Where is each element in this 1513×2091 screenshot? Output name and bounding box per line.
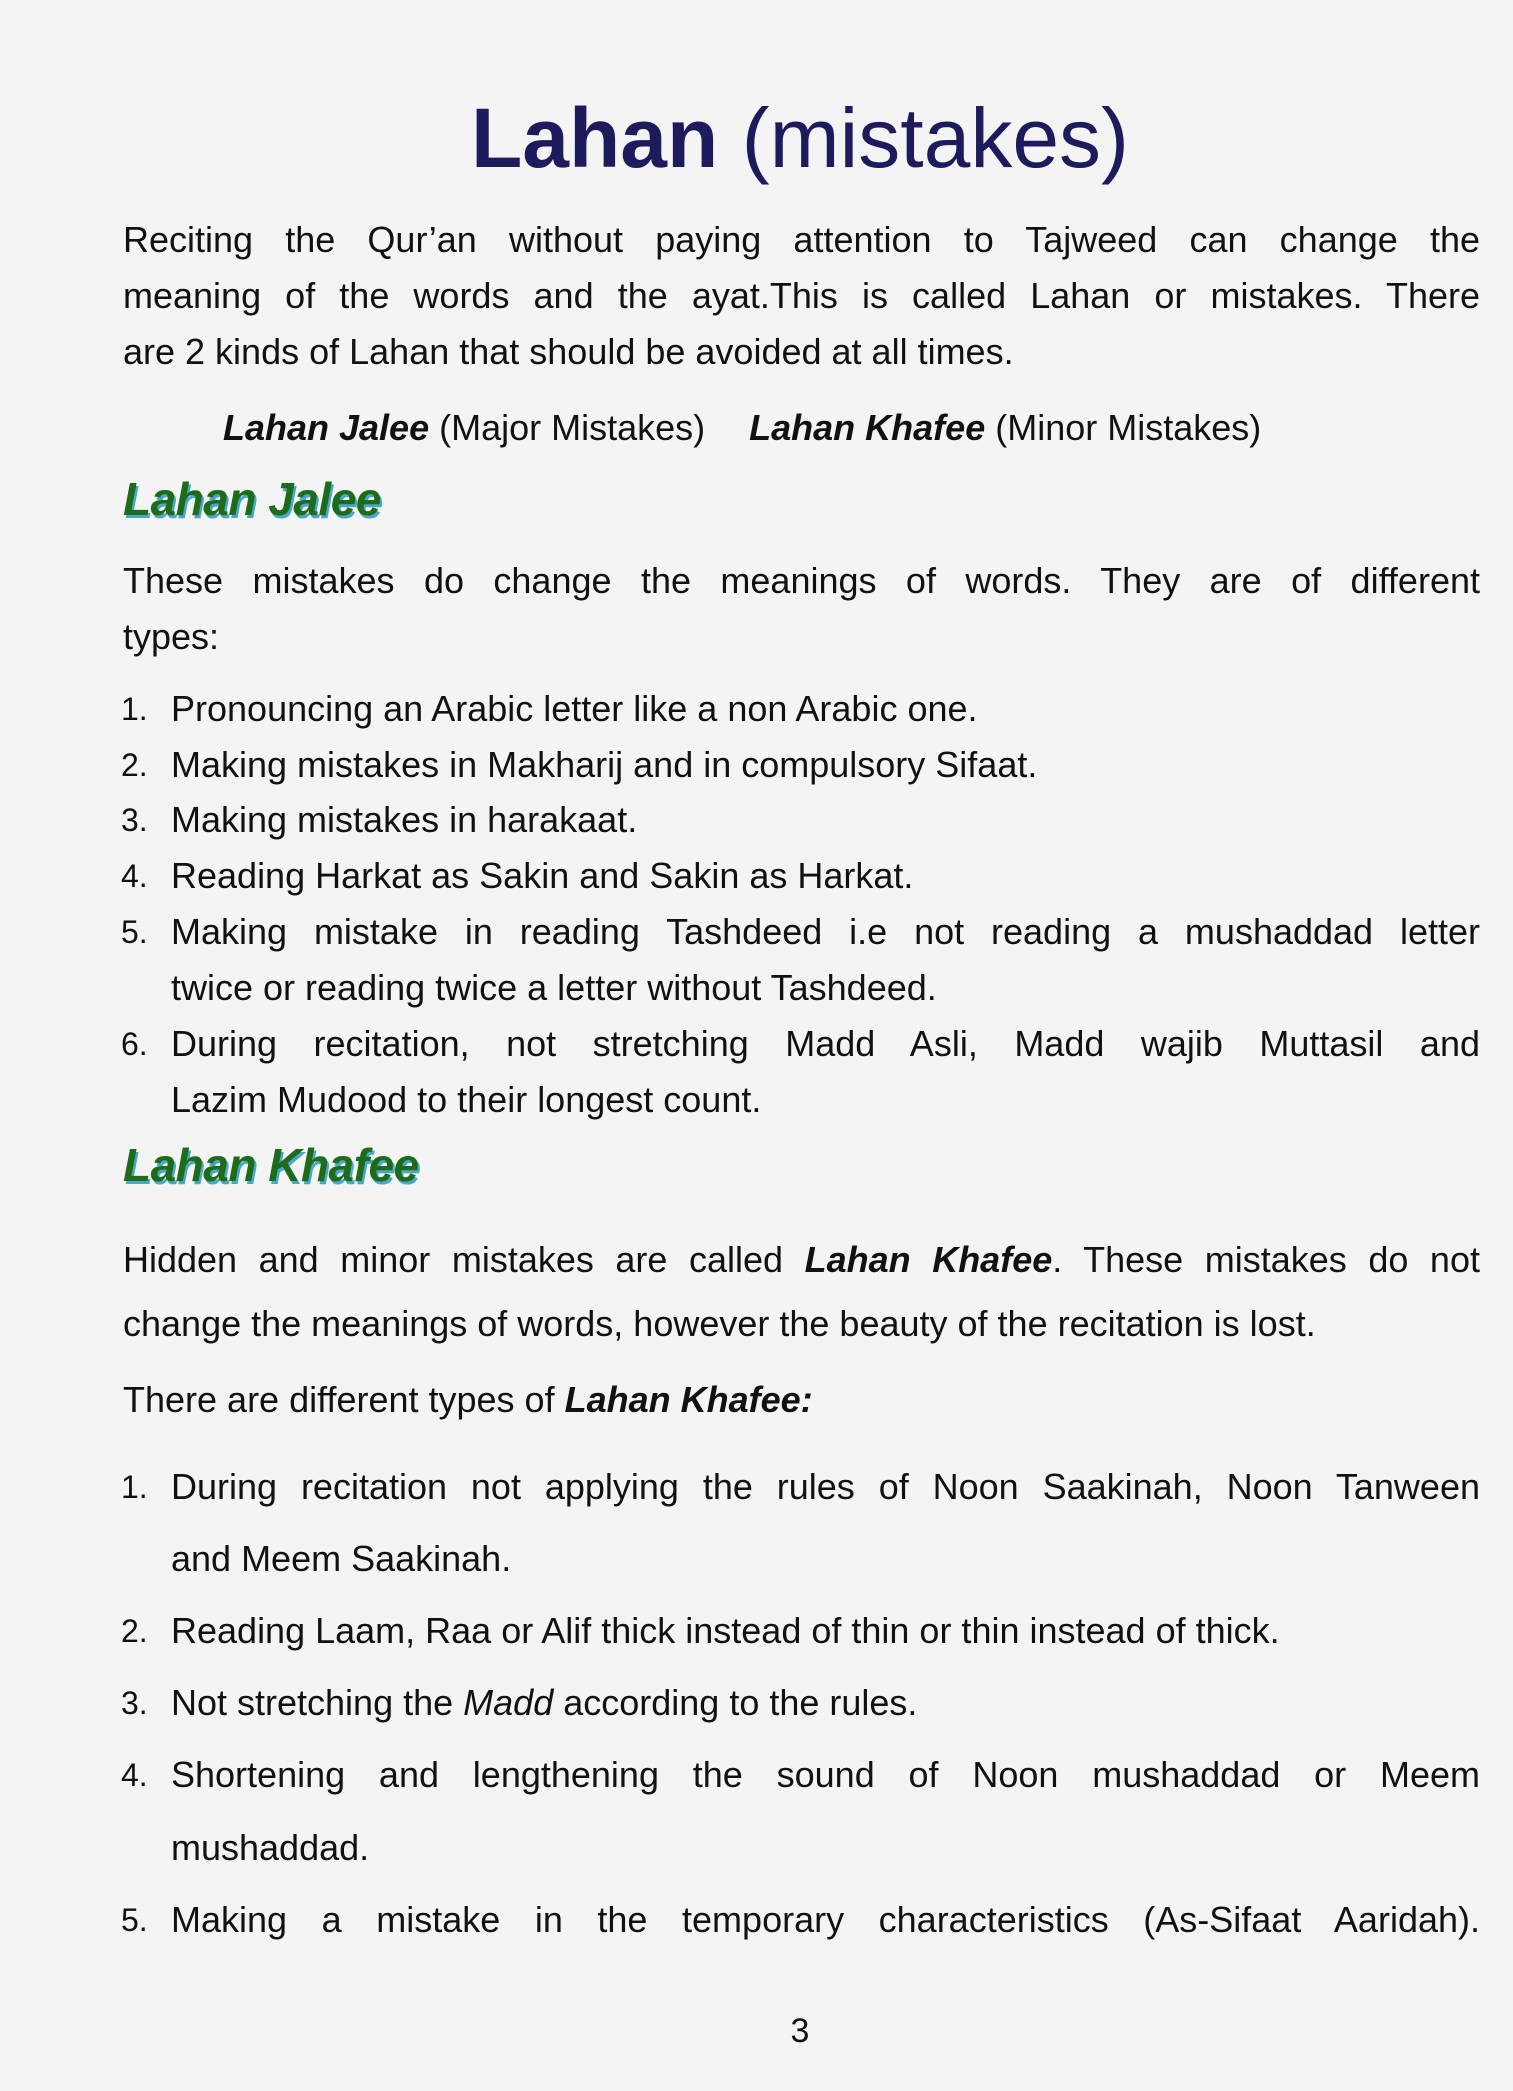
intro-line: meaning of the words and the ayat.This is called Lahan or mistakes. There xyxy=(123,275,1480,316)
text: according to the rules. xyxy=(553,1682,918,1723)
kind-jalee-desc: (Major Mistakes) xyxy=(439,407,706,448)
text: Hidden and minor mistakes are called xyxy=(123,1239,805,1280)
list-number: 3. xyxy=(121,802,148,838)
list-number: 1. xyxy=(121,691,148,727)
list-item: Making mistakes in harakaat. xyxy=(171,799,638,840)
kind-khafee: Lahan Khafee xyxy=(749,407,986,448)
list-number: 1. xyxy=(121,1469,148,1505)
list-item: Making a mistake in the temporary characteristics (As-Sifaat Aaridah). xyxy=(171,1899,1480,1940)
list-item: Reading Harkat as Sakin and Sakin as Harkat. xyxy=(171,855,914,896)
list-number: 3. xyxy=(121,1685,148,1721)
list-item-cont: Lazim Mudood to their longest count. xyxy=(171,1079,762,1120)
list-number: 2. xyxy=(121,747,148,783)
list-item: During recitation not applying the rules of Noon Saakinah, Noon Tanween xyxy=(171,1466,1480,1507)
list-item: Making mistake in reading Tashdeed i.e not reading a mushaddad letter xyxy=(171,911,1480,952)
emphasis: Madd xyxy=(463,1682,554,1723)
list-number: 6. xyxy=(121,1026,148,1062)
list-number: 5. xyxy=(121,1902,148,1938)
list-number: 4. xyxy=(121,858,148,894)
paragraph-line xyxy=(123,1238,1480,1282)
paragraph-line: types: xyxy=(123,616,220,657)
title-rest: (mistakes) xyxy=(741,91,1130,185)
kind-khafee-desc: (Minor Mistakes) xyxy=(995,407,1262,448)
paragraph-line: These mistakes do change the meanings of words. They are of different xyxy=(123,560,1480,601)
section-heading-khafee: Lahan Khafee xyxy=(123,1139,419,1191)
list-item-cont: twice or reading twice a letter without Tashdeed. xyxy=(171,967,937,1008)
list-item: Making mistakes in Makharij and in compulsory Sifaat. xyxy=(171,744,1038,785)
list-item: During recitation, not stretching Madd Asli, Madd wajib Muttasil and xyxy=(171,1023,1480,1064)
emphasis: Lahan Khafee: xyxy=(564,1379,813,1420)
list-number: 4. xyxy=(121,1757,148,1793)
section-heading-jalee: Lahan Jalee xyxy=(123,473,381,525)
list-item-cont: and Meem Saakinah. xyxy=(171,1538,512,1579)
list-item: Shortening and lengthening the sound of Noon mushaddad or Meem xyxy=(171,1754,1480,1795)
text: Not stretching the xyxy=(171,1682,464,1723)
paragraph-line: change the meanings of words, however the beauty of the recitation is lost. xyxy=(123,1303,1316,1344)
paragraph-line xyxy=(123,1378,1480,1422)
list-item xyxy=(171,1681,1480,1725)
list-number: 5. xyxy=(121,914,148,950)
list-number: 2. xyxy=(121,1613,148,1649)
emphasis: Lahan Khafee xyxy=(804,1239,1053,1280)
kinds-line xyxy=(223,406,1261,450)
text: . These mistakes do not xyxy=(1052,1239,1480,1280)
text: There are different types of xyxy=(123,1379,565,1420)
page-number: 3 xyxy=(790,2012,810,2050)
title-bold: Lahan xyxy=(470,91,719,185)
kind-jalee: Lahan Jalee xyxy=(223,407,430,448)
intro-line: Reciting the Qur’an without paying attention to Tajweed can change the xyxy=(123,219,1480,260)
list-item-cont: mushaddad. xyxy=(171,1827,370,1868)
list-item: Reading Laam, Raa or Alif thick instead of thin or thin instead of thick. xyxy=(171,1610,1280,1651)
page-title xyxy=(0,88,1513,188)
list-item: Pronouncing an Arabic letter like a non Arabic one. xyxy=(171,688,978,729)
intro-line: are 2 kinds of Lahan that should be avoided at all times. xyxy=(123,331,1014,372)
